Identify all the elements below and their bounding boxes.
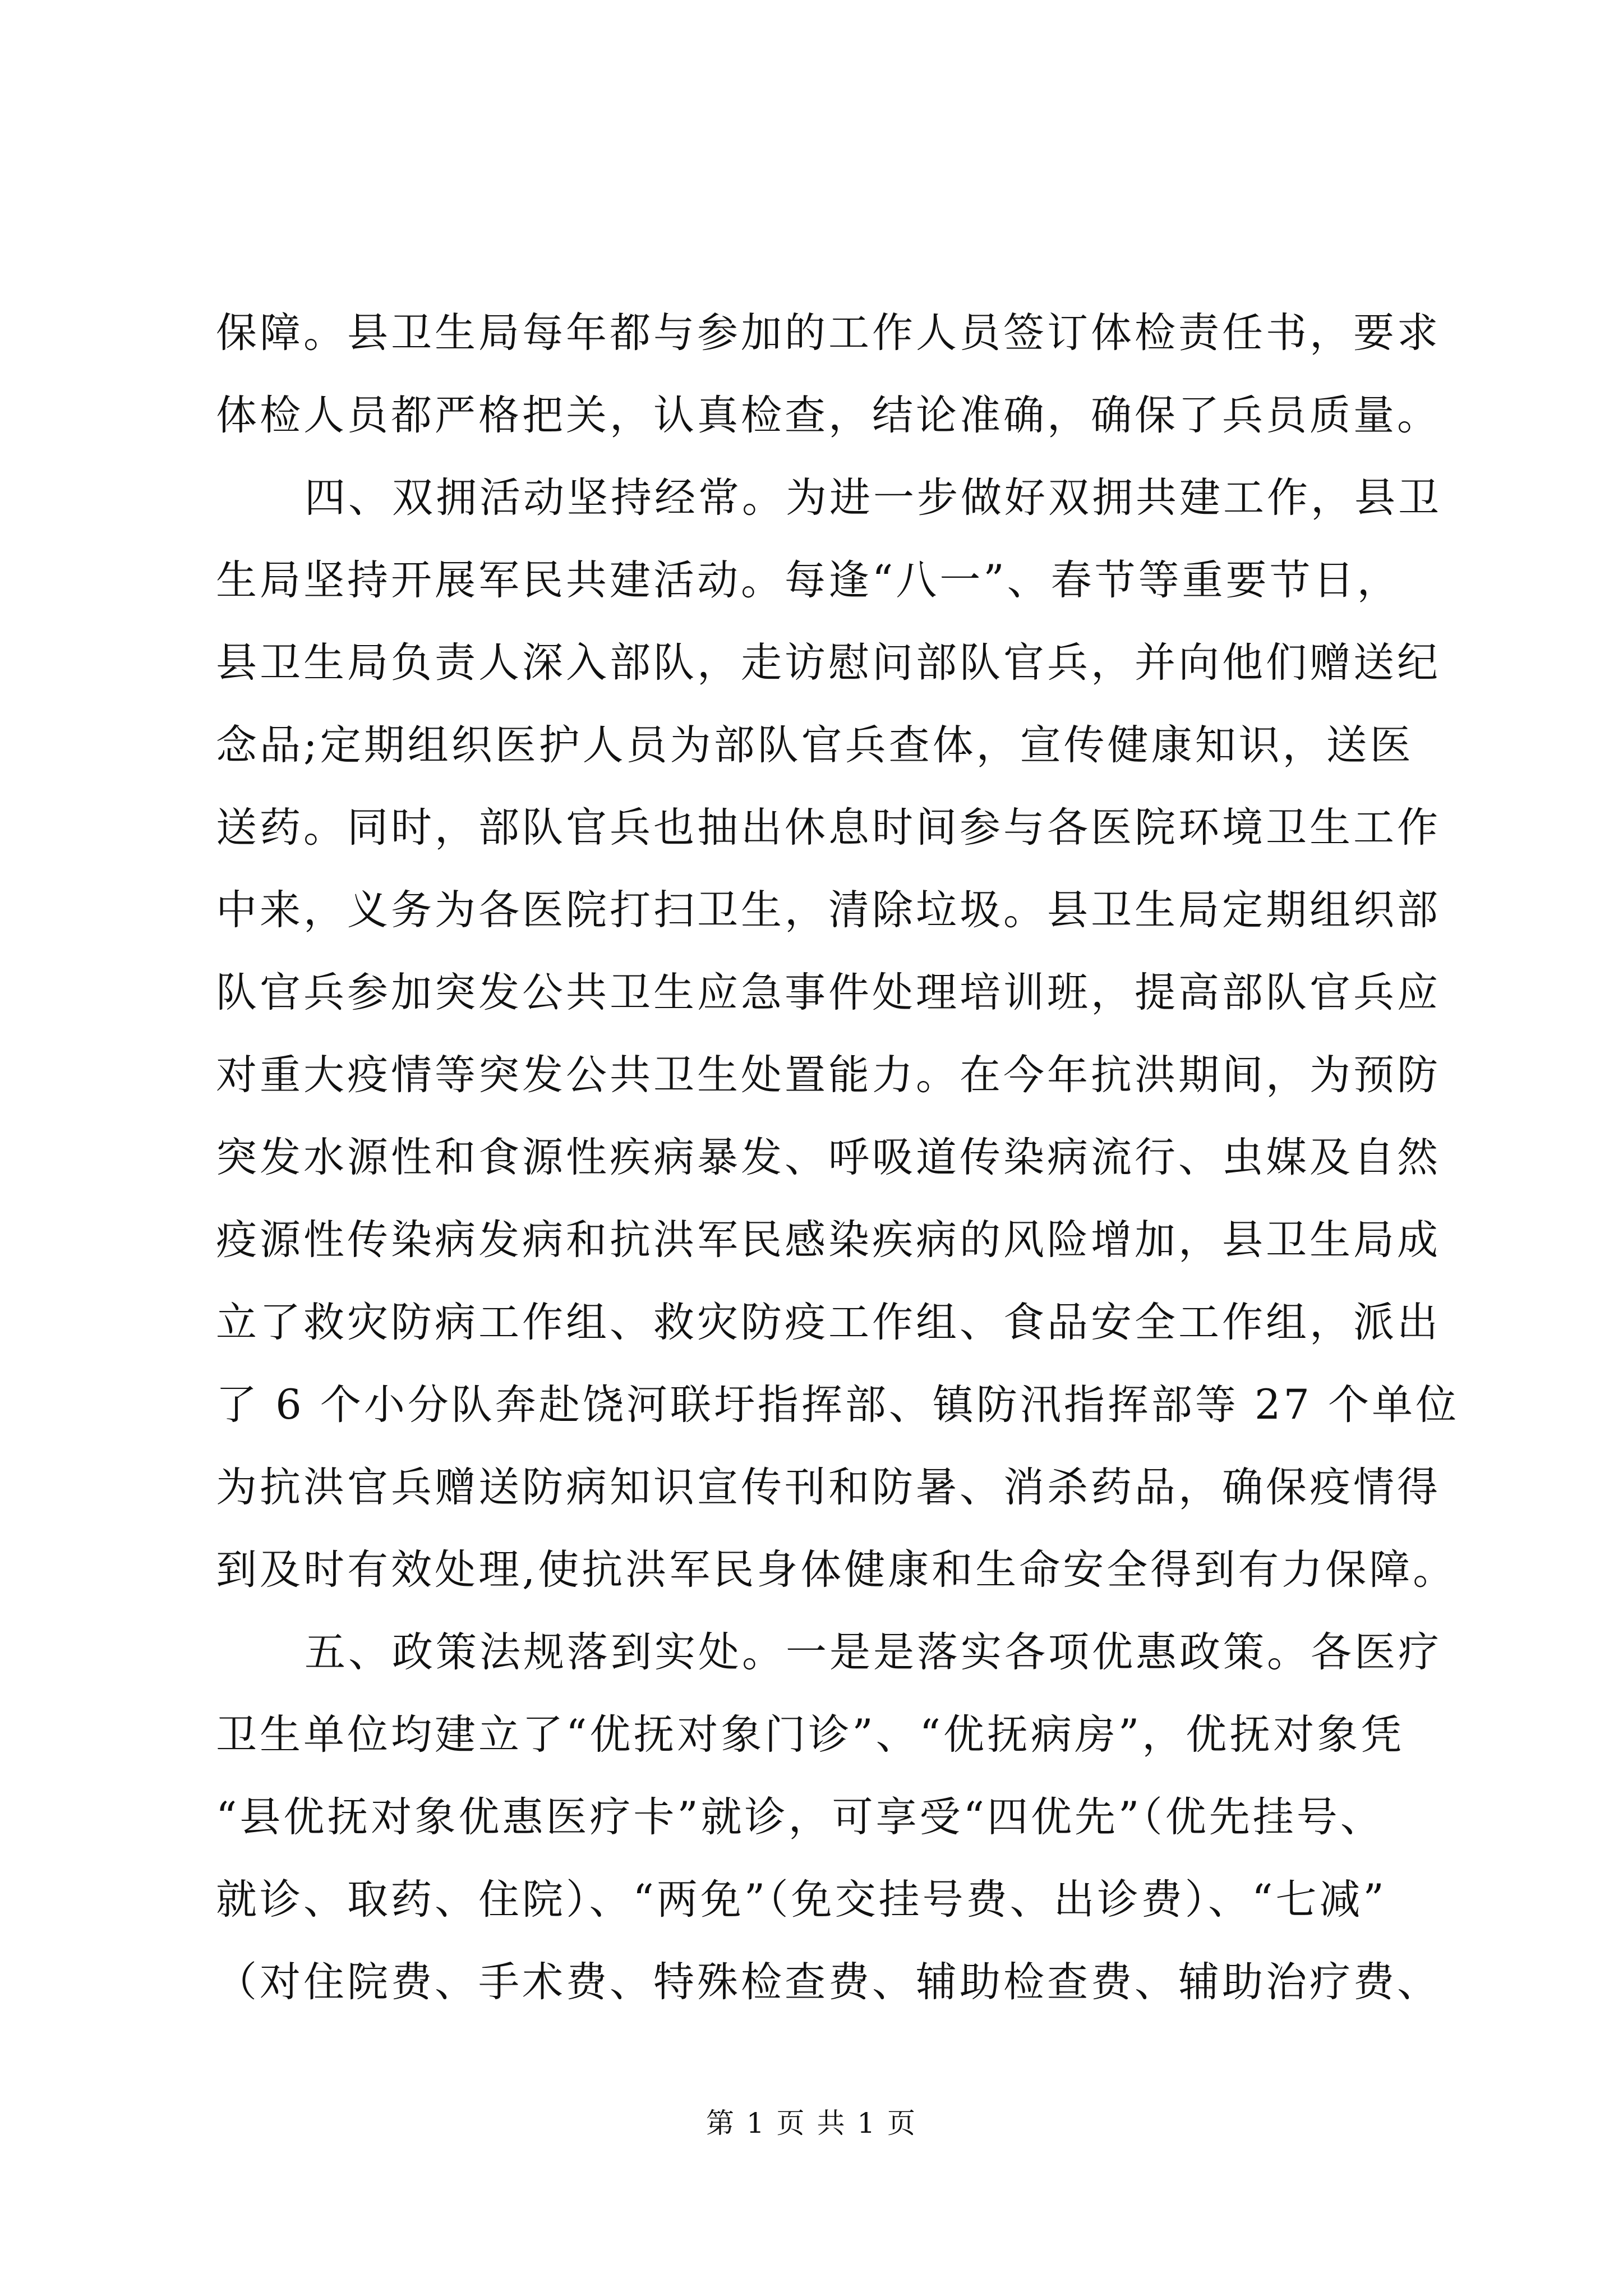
text-line: 对重大疫情等突发公共卫生处置能力。在今年抗洪期间，为预防 [216, 1051, 1441, 1099]
page-number: 第 1 页 共 1 页 [706, 2107, 917, 2139]
text-line: 队官兵参加突发公共卫生应急事件处理培训班，提高部队官兵应 [216, 969, 1441, 1016]
text-line: 生局坚持开展军民共建活动。每逢“八一”、春节等重要节日， [216, 556, 1401, 604]
text-line: 疫源性传染病发病和抗洪军民感染疾病的风险增加，县卫生局成 [216, 1216, 1441, 1264]
text-line: 到及时有效处理,使抗洪军民身体健康和生命安全得到有力保障。 [216, 1546, 1457, 1594]
text-line: 为抗洪官兵赠送防病知识宣传刊和防暑、消杀药品，确保疫情得 [216, 1464, 1441, 1511]
text-line: 送药。同时，部队官兵也抽出休息时间参与各医院环境卫生工作 [216, 804, 1441, 852]
text-line: 突发水源性和食源性疾病暴发、呼吸道传染病流行、虫媒及自然 [216, 1134, 1441, 1181]
text-line: 保障。县卫生局每年都与参加的工作人员签订体检责任书，要求 [216, 309, 1441, 357]
text-line: “县优抚对象优惠医疗卡”就诊，可享受“四优先”（优先挂号、 [216, 1793, 1384, 1841]
text-line: 县卫生局负责人深入部队，走访慰问部队官兵，并向他们赠送纪 [216, 639, 1441, 687]
text-line: 卫生单位均建立了“优抚对象门诊”、“优抚病房”，优抚对象凭 [216, 1711, 1405, 1759]
text-line: 立了救灾防病工作组、救灾防疫工作组、食品安全工作组，派出 [216, 1299, 1441, 1346]
text-line: 体检人员都严格把关，认真检查，结论准确，确保了兵员质量。 [216, 392, 1441, 439]
page-footer [0, 2106, 1623, 2140]
text-line: 中来，义务为各医院打扫卫生，清除垃圾。县卫生局定期组织部 [216, 886, 1441, 934]
document-body [216, 292, 1460, 2023]
section-heading-line: 五、政策法规落到实处。一是是落实各项优惠政策。各医疗 [305, 1628, 1442, 1676]
text-line: 了 6 个小分队奔赴饶河联圩指挥部、镇防汛指挥部等 27 个单位 [216, 1381, 1460, 1429]
section-heading-line: 四、双拥活动坚持经常。为进一步做好双拥共建工作，县卫 [305, 474, 1442, 522]
text-line: （对住院费、手术费、特殊检查费、辅助检查费、辅助治疗费、 [216, 1958, 1441, 2006]
text-line: 就诊、取药、住院）、“两免”（免交挂号费、出诊费）、“七减” [216, 1876, 1387, 1924]
text-line: 念品;定期组织医护人员为部队官兵查体，宣传健康知识，送医 [216, 721, 1414, 769]
